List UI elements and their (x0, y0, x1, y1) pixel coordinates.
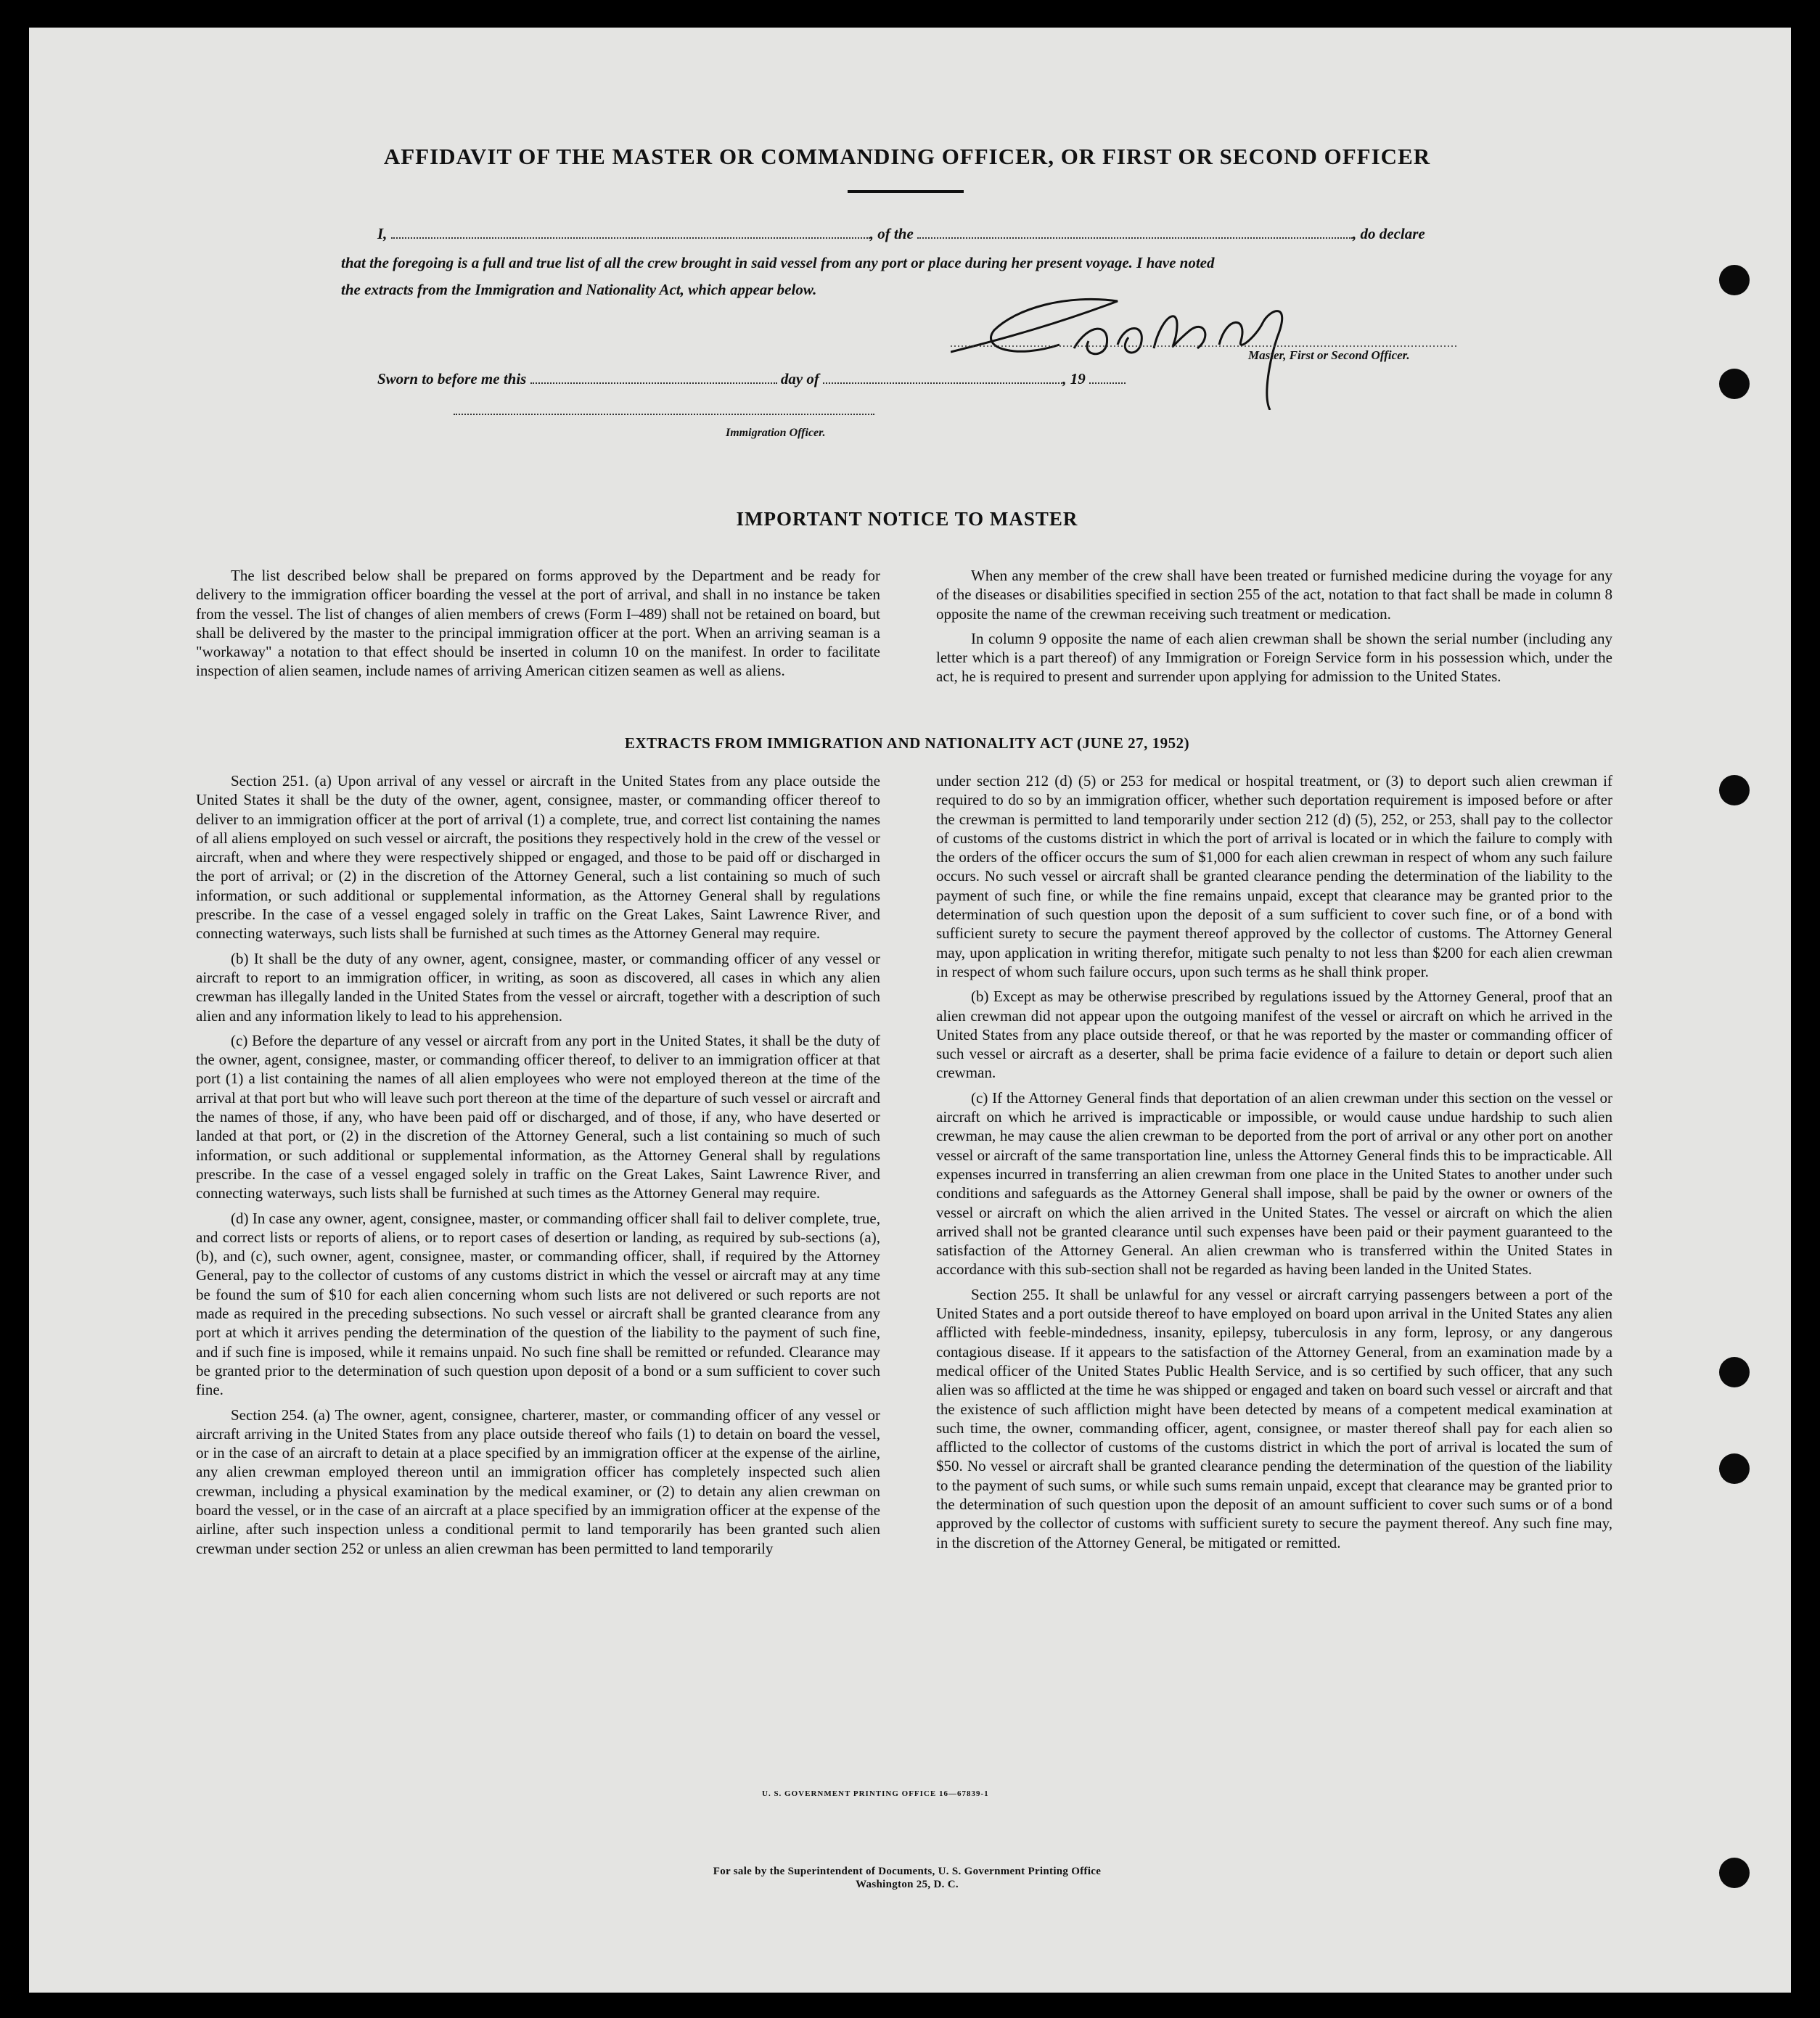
section-251-a: Section 251. (a) Upon arrival of any vessel or aircraft in the United States from any place outside the United States it shall be the duty of the owner, agent, consignee, master, or commanding officer thereof to deliver to an immigration officer at the port of arrival (1) a complete, true, and correct list containing the names of all aliens employed on such vessel or aircraft, the positions they respectively hold in the crew of the vessel or aircraft, when and where they were respectively shipped or engaged, and those to be paid off or discharged in the port of arrival; or (2) in the discretion of the Attorney General, such a list containing so much of such information, or such additional or supplemental information, as the Attorney General shall by regulations prescribe. In the case of a vessel engaged solely in traffic on the Great Lakes, Saint Lawrence River, and connecting waterways, such lists shall be furnished at such times as the Attorney General may require. (196, 772, 880, 943)
section-254-c: (c) If the Attorney General finds that deportation of an alien crewman under this section on the vessel or aircraft on which he arrived is impracticable or impossible, or would cause undue hardship to such alien crewman, he may cause the alien crewman to be deported from the port of arrival or any other port on another vessel or aircraft of the same transportation line, unless the Attorney General finds this to be impracticable. All expenses incurred in transferring an alien crewman from one place in the United States to another under such conditions and safeguards as the Attorney General shall impose, shall be paid by the owner or owners of the vessel or aircraft on which the alien arrived in the United States. The vessel or aircraft on which the alien arrived shall not be granted clearance until such expenses have been paid or their payment guaranteed to the satisfaction of the Attorney General. An alien crewman who is transferred within the United States in accordance with this sub-section shall not be regarded as having been landed in the United States. (936, 1088, 1612, 1279)
punch-hole (1719, 1357, 1750, 1387)
sworn-line (377, 370, 1126, 388)
notice-paragraph: The list described below shall be prepared on forms approved by the Department and be ready for delivery to the immigration officer boarding the vessel at the port of arrival, and shall in no instance be taken from the vessel. The list of changes of alien members of crews (Form I–489) shall not be retained on board, but shall be delivered by the master to the principal immigration officer at the port. When an arriving seaman is a "workaway" a notation to that effect should be inserted in column 10 on the manifest. In order to facilitate inspection of alien seamen, include names of arriving American citizen seamen as well as aliens. (196, 567, 880, 680)
sale-line-1: For sale by the Superintendent of Documents, U. S. Government Printing Office (713, 1866, 1102, 1877)
month-blank[interactable] (823, 372, 1062, 384)
section-251-b: (b) It shall be the duty of any owner, agent, consignee, master, or commanding officer of any vessel or aircraft to report to an immigration officer, in writing, as soon as discovered, all cases in which any alien crewman has illegally landed in the United States from the vessel or aircraft, together with a description of such alien and any information likely to lead to his apprehension. (196, 949, 880, 1025)
day-blank[interactable] (530, 372, 777, 384)
notice-paragraph: In column 9 opposite the name of each alien crewman shall be shown the serial number (including any letter which is a part thereof) of any Immigration or Foreign Service form in his possession which, under the act, he is required to present and surrender upon applying for admission to the United States. (936, 629, 1612, 686)
punch-hole (1719, 1858, 1750, 1888)
section-251-c: (c) Before the departure of any vessel or aircraft from any port in the United States, it shall be the duty of the owner, agent, consignee, master, or commanding officer thereof, to deliver to an immigration officer at that port (1) a list containing the names of all alien employees who were not employed thereon at the time of the arrival at that port but who will leave such port thereon at the time of the departure of such vessel or aircraft and the names of those, if any, who have been paid off or discharged, and of those, if any, who have deserted or landed at that port, or (2) in the discretion of the Attorney General, such a list containing so much of such information, or such additional or supplemental information, as the Attorney General shall by regulations prescribe. In the case of a vessel engaged solely in traffic on the Great Lakes, Saint Lawrence River, and connecting waterways, such lists shall be furnished at such times as the Attorney General may require. (196, 1031, 880, 1202)
punch-hole (1719, 1453, 1750, 1484)
notice-paragraph: When any member of the crew shall have been treated or furnished medicine during the voyage for any of the diseases or disabilities specified in section 255 of the act, notation to that fact shall be made in column 8 opposite the name of the crewman receiving such treatment or medication. (936, 567, 1612, 623)
affidavit-title: AFFIDAVIT OF THE MASTER OR COMMANDING OFFICER, OR FIRST OR SECOND OFFICER (383, 144, 1431, 169)
section-255: Section 255. It shall be unlawful for any vessel or aircraft carrying passengers between a port of the United States and a port outside thereof to have employed on board upon arrival in the United States any alien afflicted with feeble-mindedness, insanity, epilepsy, tuberculosis in any form, leprosy, or any dangerous contagious disease. If it appears to the satisfaction of the Attorney General, from an examination made by a medical officer of the United States Public Health Service, and is so certified by such officer, that any such alien was so afflicted at the time he was shipped or engaged and taken on board such vessel or aircraft and that the existence of such affliction might have been detected by means of a competent medical examination at such time, the owner, commanding officer, agent, consignee, or master thereof shall pay for each alien so afflicted to the collector of customs of the customs district in which the port of arrival is located the sum of $50. No vessel or aircraft shall be granted clearance pending the determination of the question of the liability to the payment of such sums, or while such sums remain unpaid, except that clearance may be granted prior to the determination of such question upon the deposit of an amount sufficient to cover such sums or of a bond approved by the collector of customs with sufficient surety to secure the payment thereof. Any such fine may, in the discretion of the Attorney General, be mitigated or remitted. (936, 1285, 1612, 1551)
officer-caption: Master, First or Second Officer. (1248, 348, 1410, 362)
sale-notice (508, 1865, 1306, 1891)
punch-hole (1719, 369, 1750, 399)
title-rule (848, 190, 964, 193)
sale-line-2: Washington 25, D. C. (856, 1879, 959, 1890)
section-254-a: Section 254. (a) The owner, agent, consignee, charterer, master, or commanding officer of any vessel or aircraft arriving in the United States from any place outside thereof who fails (1) to detain on board the vessel, or in the case of an aircraft to detain at a place specified by an immigration officer at the expense of the airline, any alien crewman employed thereon until an immigration officer has completely inspected such alien crewman, including a physical examination by the medical examiner, or (2) to detain any alien crewman on board the vessel, or in the case of an aircraft at a place specified by an immigration officer at the expense of the airline, after such inspection unless a conditional permit to land temporarily has been granted such alien crewman under section 252 or unless an alien crewman has been permitted to land temporarily (196, 1406, 880, 1557)
punch-hole (1719, 775, 1750, 805)
section-254-b: (b) Except as may be otherwise prescribed by regulations issued by the Attorney General, proof that an alien crewman did not appear upon the outgoing manifest of the vessel or aircraft on which he arrived in the United States from any place outside thereof, or that he was reported by the master or commanding officer of such vessel or aircraft as a deserter, shall be prima facie evidence of a failure to detain or deport such alien crewman. (936, 988, 1612, 1082)
notice-right-column (936, 566, 1612, 692)
punch-hole (1719, 265, 1750, 295)
handwritten-signature (951, 279, 1459, 410)
affidavit-i: I, (377, 225, 388, 242)
name-blank[interactable] (391, 227, 870, 239)
immigration-officer-caption: Immigration Officer. (726, 427, 826, 439)
year-blank[interactable] (1089, 372, 1126, 384)
affidavit-do-declare: , do declare (1353, 225, 1425, 242)
affidavit-line-1 (377, 225, 1425, 243)
immigration-officer-blank[interactable] (454, 414, 874, 415)
vessel-blank[interactable] (917, 227, 1353, 239)
affidavit-line-3: the extracts from the Immigration and Nationality Act, which appear below. (341, 281, 817, 298)
gpo-imprint: U. S. GOVERNMENT PRINTING OFFICE 16—67839-1 (762, 1789, 989, 1798)
affidavit-of-the: , of the (869, 225, 914, 242)
affidavit-line-2: that the foregoing is a full and true list of all the crew brought in said vessel from any port or place during her present voyage. I have noted (341, 254, 1215, 271)
notice-left-column (196, 566, 880, 686)
section-251-d: (d) In case any owner, agent, consignee, master, or commanding officer shall fail to deliver complete, true, and correct lists or reports of aliens, or to report cases of desertion or landing, as required by sub-sections (a), (b), and (c), such owner, agent, consignee, master, or commanding officer, shall, if required by the Attorney General, pay to the collector of customs of any customs district in which the vessel or aircraft may at any time be found the sum of $10 for each alien concerning whom such lists are not delivered or such reports are not made as required in the preceding subsections. No such vessel or aircraft shall be granted clearance from any port at which it arrives pending the determination of the question of the liability to the payment of such fine, and if such fine is imposed, while it remains unpaid. No such fine shall be remitted or refunded. Clearance may be granted prior to the determination of such question upon deposit of a bond or a sum sufficient to cover such fine. (196, 1209, 880, 1399)
sworn-label: Sworn to before me this (377, 370, 527, 387)
extracts-left-column (196, 771, 880, 1564)
notice-title: IMPORTANT NOTICE TO MASTER (736, 508, 1078, 530)
section-254-a-continued: under section 212 (d) (5) or 253 for medical or hospital treatment, or (3) to deport such alien crewman if required to do so by an immigration officer, whether such deportation requirement is imposed before or after the crewman is permitted to land temporarily under section 212 (d) (5), 252, or 253, shall pay to the collector of customs of the customs district in which the port of arrival is located or in which the failure to comply with the orders of the officer occurs the sum of $1,000 for each alien crewman in respect of whom any such failure occurs. No such vessel or aircraft shall be granted clearance pending the determination of the liability to the payment of such fine, or while the fine remains unpaid, except that clearance may be granted prior to the determination of such question upon the deposit of a sum sufficient to cover such fine, or of a bond with sufficient surety to secure the payment thereof approved by the collector of customs. The Attorney General may, upon application in writing therefor, mitigate such penalty to not less than $200 for each alien crewman in respect of whom such failure occurs, upon such terms as he shall think proper. (936, 772, 1612, 980)
extracts-right-column (936, 771, 1612, 1558)
year-label: , 19 (1062, 370, 1086, 387)
extracts-title: EXTRACTS FROM IMMIGRATION AND NATIONALITY ACT (JUNE 27, 1952) (624, 734, 1190, 752)
day-of-label: day of (780, 370, 819, 387)
